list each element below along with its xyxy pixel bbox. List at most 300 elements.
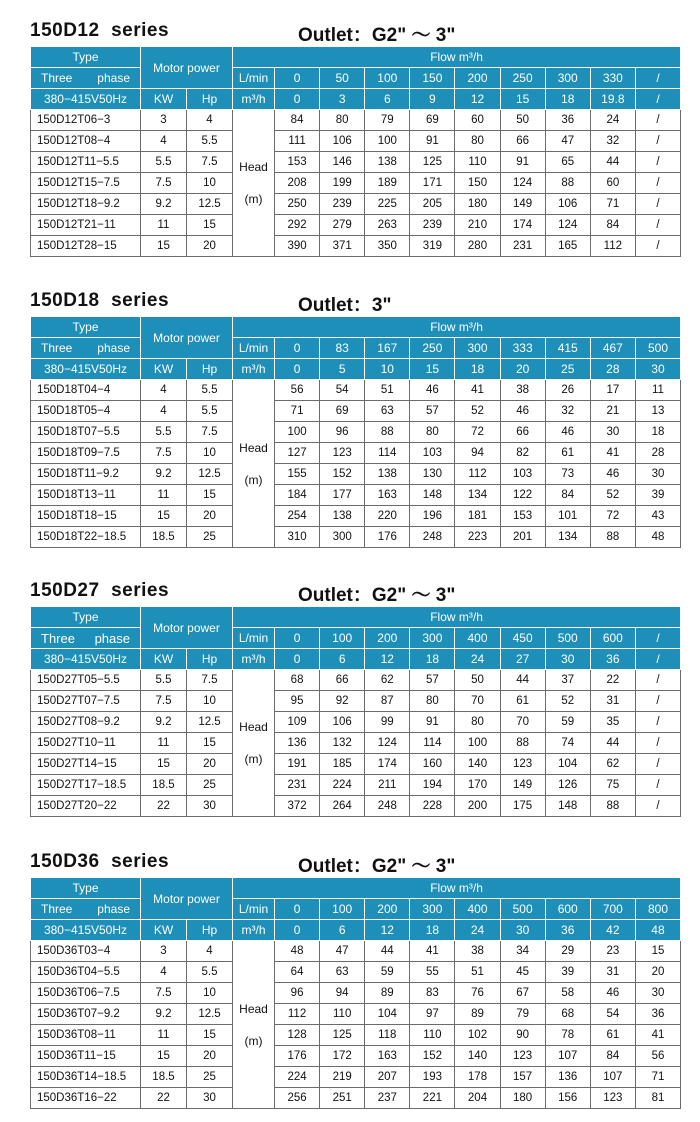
head-value-cell: 47	[320, 941, 365, 962]
head-value-cell: 54	[320, 380, 365, 401]
head-value-cell: 64	[275, 962, 320, 983]
head-value-cell: /	[635, 131, 680, 152]
head-value-cell: 59	[365, 962, 410, 983]
three-label: Three	[41, 902, 73, 916]
head-value-cell: /	[635, 712, 680, 733]
head-value-cell: 256	[275, 1088, 320, 1109]
head-unit-label: (m)	[244, 472, 263, 487]
three-phase-header	[31, 628, 141, 649]
head-value-cell: 372	[275, 796, 320, 817]
table-row	[31, 110, 681, 131]
table-row	[31, 1004, 681, 1025]
head-value-cell: 138	[365, 152, 410, 173]
head-label: Head	[239, 720, 268, 734]
head-value-cell: 300	[320, 527, 365, 548]
m3h-value: 6	[320, 649, 365, 670]
head-value-cell: 231	[500, 236, 545, 257]
head-value-cell: 103	[410, 443, 455, 464]
head-value-cell: /	[635, 733, 680, 754]
head-value-cell: 41	[590, 443, 635, 464]
voltage-header: 380−415V50Hz	[31, 920, 141, 941]
head-value-cell: 84	[275, 110, 320, 131]
m3h-value: 18	[410, 920, 455, 941]
head-value-cell: 123	[590, 1088, 635, 1109]
head-value-cell: 250	[275, 194, 320, 215]
head-value-cell: 170	[455, 775, 500, 796]
hp-cell: 20	[187, 506, 233, 527]
m3h-value: 10	[365, 359, 410, 380]
motor-power-header: Motor power	[141, 47, 233, 89]
head-value-cell: 21	[590, 401, 635, 422]
head-value-cell: 114	[365, 443, 410, 464]
section-heading	[30, 851, 680, 877]
head-value-cell: 31	[590, 962, 635, 983]
m3h-value: 24	[455, 649, 500, 670]
motor-power-header: Motor power	[141, 878, 233, 920]
head-value-cell: 67	[500, 983, 545, 1004]
flow-header: Flow m³/h	[233, 47, 681, 68]
model-cell: 150D12T21−11	[31, 215, 141, 236]
hp-cell: 10	[187, 691, 233, 712]
head-value-cell: 204	[455, 1088, 500, 1109]
head-value-cell: 228	[410, 796, 455, 817]
head-value-cell: 264	[320, 796, 365, 817]
head-value-cell: 219	[320, 1067, 365, 1088]
table-row	[31, 1067, 681, 1088]
table-row	[31, 152, 681, 173]
head-unit-cell	[233, 380, 275, 548]
model-cell: 150D18T09−7.5	[31, 443, 141, 464]
head-value-cell: 71	[635, 1067, 680, 1088]
head-value-cell: 44	[365, 941, 410, 962]
m3h-value: 5	[320, 359, 365, 380]
head-value-cell: /	[635, 796, 680, 817]
motor-power-header: Motor power	[141, 607, 233, 649]
outlet-title: Outlet：G2" ～ 3"	[298, 25, 456, 46]
lmin-value: 400	[455, 628, 500, 649]
head-spacer	[233, 457, 274, 471]
head-value-cell: /	[635, 152, 680, 173]
head-value-cell: 44	[590, 733, 635, 754]
head-value-cell: 63	[365, 401, 410, 422]
head-value-cell: 80	[410, 691, 455, 712]
head-value-cell: 83	[410, 983, 455, 1004]
head-value-cell: 155	[275, 464, 320, 485]
head-value-cell: 110	[410, 1025, 455, 1046]
head-value-cell: 32	[545, 401, 590, 422]
head-value-cell: 172	[320, 1046, 365, 1067]
m3h-value: 36	[590, 649, 635, 670]
outlet-title: Outlet：G2" ～ 3"	[298, 585, 456, 606]
m3h-label: m³/h	[233, 649, 275, 670]
kw-header: KW	[141, 920, 187, 941]
head-value-cell: 62	[365, 670, 410, 691]
head-value-cell: 91	[410, 131, 455, 152]
head-value-cell: 138	[320, 506, 365, 527]
head-value-cell: 157	[500, 1067, 545, 1088]
head-value-cell: 239	[320, 194, 365, 215]
motor-power-header: Motor power	[141, 317, 233, 359]
table-row	[31, 1025, 681, 1046]
head-value-cell: 199	[320, 173, 365, 194]
head-value-cell: 37	[545, 670, 590, 691]
hp-cell: 12.5	[187, 1004, 233, 1025]
header-row	[31, 317, 681, 338]
head-value-cell: 30	[635, 464, 680, 485]
head-value-cell: 72	[590, 506, 635, 527]
hp-header: Hp	[187, 359, 233, 380]
head-value-cell: 174	[365, 754, 410, 775]
head-value-cell: 193	[410, 1067, 455, 1088]
head-value-cell: 189	[365, 173, 410, 194]
header-row	[31, 628, 681, 649]
model-cell: 150D36T07−9.2	[31, 1004, 141, 1025]
head-value-cell: 148	[545, 796, 590, 817]
three-phase-header	[31, 899, 141, 920]
model-cell: 150D12T06−3	[31, 110, 141, 131]
lmin-value: 300	[410, 899, 455, 920]
three-phase-label	[31, 631, 140, 646]
kw-cell: 18.5	[141, 1067, 187, 1088]
m3h-value: 18	[455, 359, 500, 380]
head-value-cell: 132	[320, 733, 365, 754]
head-value-cell: 39	[635, 485, 680, 506]
head-value-cell: 201	[500, 527, 545, 548]
head-value-cell: 112	[455, 464, 500, 485]
kw-cell: 4	[141, 380, 187, 401]
model-cell: 150D18T13−11	[31, 485, 141, 506]
model-cell: 150D36T14−18.5	[31, 1067, 141, 1088]
head-value-cell: 136	[545, 1067, 590, 1088]
section-heading	[30, 290, 680, 316]
head-value-cell: 66	[500, 131, 545, 152]
head-value-cell: 38	[455, 941, 500, 962]
lmin-value: 400	[455, 899, 500, 920]
head-value-cell: 174	[500, 215, 545, 236]
header-row	[31, 920, 681, 941]
head-unit-label: (m)	[244, 1033, 263, 1048]
m3h-value: 30	[500, 920, 545, 941]
three-phase-header	[31, 338, 141, 359]
head-value-cell: 29	[545, 941, 590, 962]
m3h-value: 0	[275, 359, 320, 380]
kw-cell: 11	[141, 485, 187, 506]
table-row	[31, 527, 681, 548]
table-row	[31, 236, 681, 257]
lmin-value: 467	[590, 338, 635, 359]
m3h-value: 6	[320, 920, 365, 941]
head-value-cell: 176	[365, 527, 410, 548]
head-value-cell: 127	[275, 443, 320, 464]
table-row	[31, 796, 681, 817]
m3h-value: 9	[410, 89, 455, 110]
m3h-value: 28	[590, 359, 635, 380]
table-row	[31, 464, 681, 485]
head-value-cell: 107	[590, 1067, 635, 1088]
head-value-cell: 62	[590, 754, 635, 775]
head-value-cell: 89	[365, 983, 410, 1004]
head-value-cell: 103	[500, 464, 545, 485]
lmin-value: 600	[590, 628, 635, 649]
head-value-cell: 26	[545, 380, 590, 401]
head-value-cell: 68	[275, 670, 320, 691]
head-value-cell: 156	[545, 1088, 590, 1109]
kw-cell: 9.2	[141, 712, 187, 733]
m3h-value: 12	[455, 89, 500, 110]
head-value-cell: 92	[320, 691, 365, 712]
kw-cell: 11	[141, 733, 187, 754]
table-row	[31, 506, 681, 527]
head-value-cell: 160	[410, 754, 455, 775]
head-value-cell: 89	[455, 1004, 500, 1025]
head-value-cell: 57	[410, 401, 455, 422]
head-value-cell: 68	[545, 1004, 590, 1025]
head-value-cell: 114	[410, 733, 455, 754]
head-value-cell: 106	[320, 131, 365, 152]
head-value-cell: 63	[320, 962, 365, 983]
series-section-150d18	[30, 290, 680, 548]
lmin-value: 333	[500, 338, 545, 359]
head-value-cell: 123	[500, 1046, 545, 1067]
head-value-cell: /	[635, 110, 680, 131]
lmin-value: 415	[545, 338, 590, 359]
head-value-cell: 79	[365, 110, 410, 131]
head-value-cell: 148	[410, 485, 455, 506]
kw-header: KW	[141, 649, 187, 670]
head-value-cell: 41	[455, 380, 500, 401]
head-value-cell: 82	[500, 443, 545, 464]
model-cell: 150D36T03−4	[31, 941, 141, 962]
head-value-cell: 47	[545, 131, 590, 152]
head-value-cell: 60	[455, 110, 500, 131]
m3h-value: 0	[275, 920, 320, 941]
table-row	[31, 733, 681, 754]
head-value-cell: 61	[545, 443, 590, 464]
series-section-150d36	[30, 851, 680, 1109]
kw-cell: 7.5	[141, 983, 187, 1004]
head-value-cell: 96	[320, 422, 365, 443]
head-value-cell: /	[635, 775, 680, 796]
head-value-cell: 78	[545, 1025, 590, 1046]
head-value-cell: 30	[590, 422, 635, 443]
hp-cell: 5.5	[187, 380, 233, 401]
head-value-cell: /	[635, 173, 680, 194]
series-title: 150D18 series	[30, 290, 170, 311]
head-value-cell: 97	[410, 1004, 455, 1025]
head-value-cell: /	[635, 691, 680, 712]
head-value-cell: 350	[365, 236, 410, 257]
lmin-value: 0	[275, 68, 320, 89]
hp-cell: 7.5	[187, 152, 233, 173]
head-value-cell: 59	[545, 712, 590, 733]
head-value-cell: 46	[545, 422, 590, 443]
head-value-cell: 22	[590, 670, 635, 691]
head-value-cell: 72	[455, 422, 500, 443]
lmin-value: /	[635, 68, 680, 89]
kw-cell: 18.5	[141, 527, 187, 548]
head-value-cell: 75	[590, 775, 635, 796]
head-value-cell: 84	[590, 1046, 635, 1067]
head-value-cell: 107	[545, 1046, 590, 1067]
lmin-value: 330	[590, 68, 635, 89]
m3h-value: 24	[455, 920, 500, 941]
hp-cell: 30	[187, 796, 233, 817]
kw-cell: 11	[141, 215, 187, 236]
head-value-cell: 220	[365, 506, 410, 527]
flow-header: Flow m³/h	[233, 317, 681, 338]
hp-cell: 20	[187, 236, 233, 257]
series-title: 150D12 series	[30, 20, 170, 41]
head-value-cell: 124	[545, 215, 590, 236]
head-value-cell: 66	[500, 422, 545, 443]
head-value-cell: 52	[545, 691, 590, 712]
lmin-label: L/min	[233, 899, 275, 920]
header-row	[31, 68, 681, 89]
head-value-cell: 84	[590, 215, 635, 236]
lmin-value: 300	[545, 68, 590, 89]
m3h-value: 18	[545, 89, 590, 110]
head-value-cell: 292	[275, 215, 320, 236]
head-value-cell: 18	[635, 422, 680, 443]
kw-cell: 7.5	[141, 443, 187, 464]
head-value-cell: 221	[410, 1088, 455, 1109]
head-value-cell: 70	[455, 691, 500, 712]
head-value-cell: 15	[635, 941, 680, 962]
m3h-label: m³/h	[233, 89, 275, 110]
head-value-cell: 36	[545, 110, 590, 131]
hp-cell: 20	[187, 754, 233, 775]
m3h-value: 42	[590, 920, 635, 941]
head-value-cell: 23	[590, 941, 635, 962]
kw-cell: 9.2	[141, 1004, 187, 1025]
hp-cell: 30	[187, 1088, 233, 1109]
hp-cell: 12.5	[187, 464, 233, 485]
kw-cell: 15	[141, 236, 187, 257]
head-value-cell: 123	[320, 443, 365, 464]
header-row	[31, 47, 681, 68]
lmin-value: /	[635, 628, 680, 649]
head-value-cell: 73	[545, 464, 590, 485]
head-value-cell: 99	[365, 712, 410, 733]
model-cell: 150D12T28−15	[31, 236, 141, 257]
head-value-cell: 71	[590, 194, 635, 215]
head-value-cell: 109	[275, 712, 320, 733]
series-section-150d27	[30, 580, 680, 817]
kw-cell: 15	[141, 1046, 187, 1067]
head-value-cell: 125	[410, 152, 455, 173]
spec-table	[30, 877, 681, 1109]
m3h-value: 0	[275, 89, 320, 110]
head-value-cell: 88	[590, 796, 635, 817]
model-cell: 150D27T08−9.2	[31, 712, 141, 733]
head-value-cell: 177	[320, 485, 365, 506]
head-value-cell: 101	[545, 506, 590, 527]
voltage-header: 380−415V50Hz	[31, 89, 141, 110]
head-value-cell: 211	[365, 775, 410, 796]
m3h-value: 15	[410, 359, 455, 380]
model-cell: 150D18T07−5.5	[31, 422, 141, 443]
lmin-value: 100	[365, 68, 410, 89]
type-header: Type	[31, 47, 141, 68]
table-row	[31, 712, 681, 733]
head-value-cell: 79	[500, 1004, 545, 1025]
hp-cell: 5.5	[187, 401, 233, 422]
head-value-cell: 51	[455, 962, 500, 983]
lmin-value: 200	[365, 628, 410, 649]
head-value-cell: 224	[275, 1067, 320, 1088]
lmin-value: 0	[275, 338, 320, 359]
table-row	[31, 485, 681, 506]
head-value-cell: /	[635, 754, 680, 775]
outlet-title: Outlet：G2" ～ 3"	[298, 856, 456, 877]
table-row	[31, 691, 681, 712]
hp-cell: 12.5	[187, 194, 233, 215]
spec-table	[30, 46, 681, 257]
voltage-header: 380−415V50Hz	[31, 649, 141, 670]
kw-header: KW	[141, 359, 187, 380]
head-value-cell: 56	[635, 1046, 680, 1067]
head-value-cell: 134	[545, 527, 590, 548]
header-row	[31, 607, 681, 628]
hp-cell: 4	[187, 941, 233, 962]
kw-cell: 4	[141, 401, 187, 422]
head-value-cell: 123	[500, 754, 545, 775]
head-value-cell: 57	[410, 670, 455, 691]
kw-cell: 3	[141, 941, 187, 962]
head-value-cell: 150	[455, 173, 500, 194]
head-value-cell: 36	[635, 1004, 680, 1025]
model-cell: 150D18T11−9.2	[31, 464, 141, 485]
head-value-cell: 180	[455, 194, 500, 215]
head-value-cell: 11	[635, 380, 680, 401]
head-value-cell: 56	[275, 380, 320, 401]
head-value-cell: 171	[410, 173, 455, 194]
model-cell: 150D12T08−4	[31, 131, 141, 152]
head-value-cell: 80	[455, 712, 500, 733]
model-cell: 150D27T20−22	[31, 796, 141, 817]
head-value-cell: 224	[320, 775, 365, 796]
head-value-cell: 223	[455, 527, 500, 548]
three-phase-header	[31, 68, 141, 89]
table-row	[31, 754, 681, 775]
head-spacer	[233, 1018, 274, 1032]
head-value-cell: 110	[320, 1004, 365, 1025]
model-cell: 150D12T18−9.2	[31, 194, 141, 215]
hp-cell: 7.5	[187, 670, 233, 691]
head-value-cell: 136	[275, 733, 320, 754]
head-value-cell: 55	[410, 962, 455, 983]
head-value-cell: 138	[365, 464, 410, 485]
series-title: 150D27 series	[30, 580, 170, 601]
head-value-cell: 81	[635, 1088, 680, 1109]
m3h-value: 30	[545, 649, 590, 670]
table-row	[31, 380, 681, 401]
head-label: Head	[239, 1001, 268, 1016]
table-row	[31, 443, 681, 464]
table-row	[31, 1088, 681, 1109]
model-cell: 150D27T10−11	[31, 733, 141, 754]
phase-label: phase	[97, 902, 130, 916]
m3h-value: 0	[275, 649, 320, 670]
head-value-cell: 13	[635, 401, 680, 422]
table-row	[31, 941, 681, 962]
lmin-value: 150	[410, 68, 455, 89]
spec-table	[30, 316, 681, 548]
head-value-cell: 371	[320, 236, 365, 257]
kw-cell: 22	[141, 796, 187, 817]
head-value-cell: 91	[500, 152, 545, 173]
model-cell: 150D18T04−4	[31, 380, 141, 401]
